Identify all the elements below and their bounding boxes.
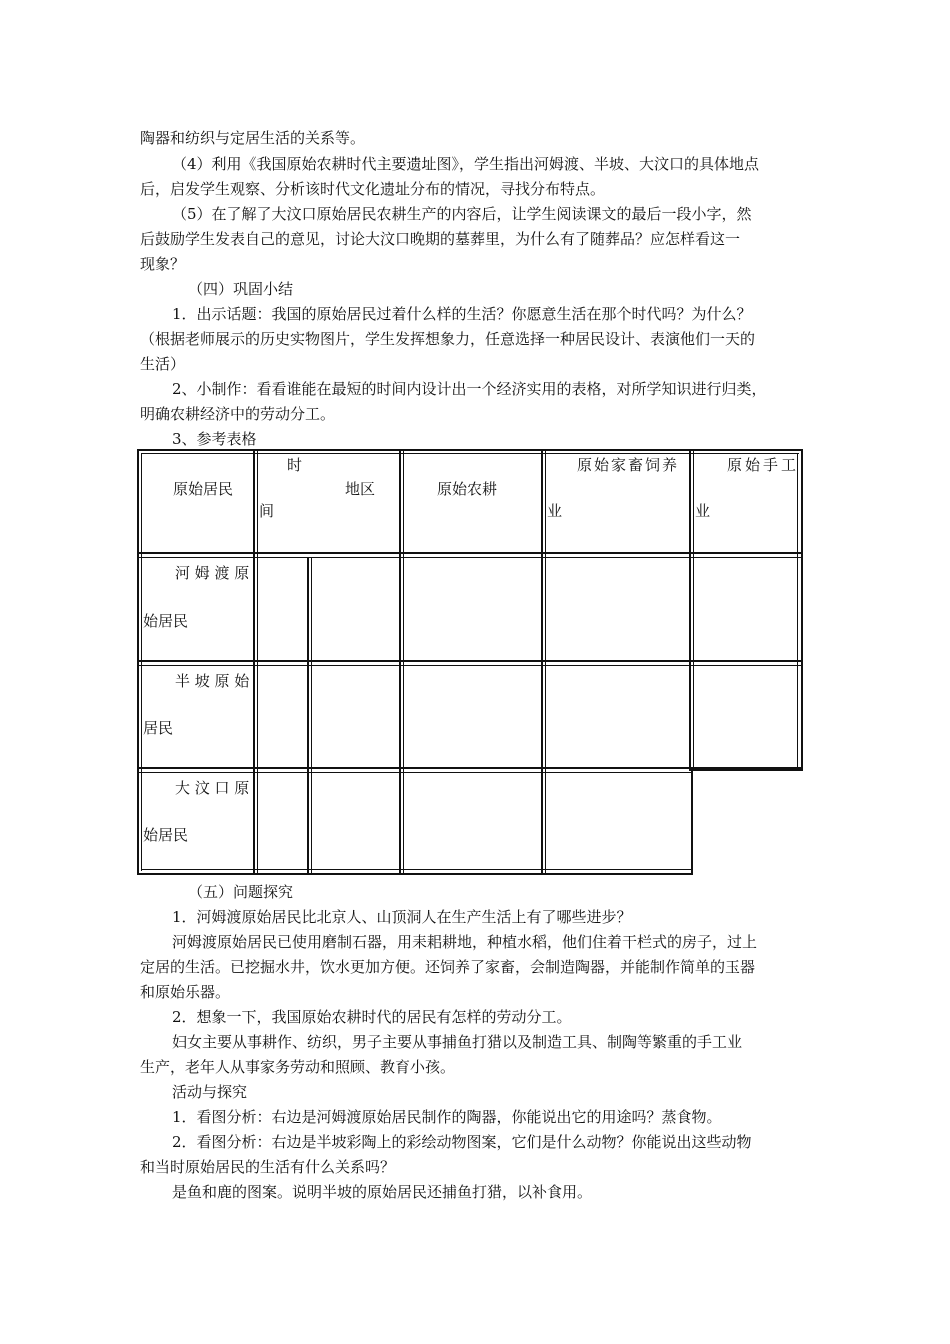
text-line: （根据老师展示的历史实物图片，学生发挥想象力，任意选择一种居民设计、表演他们一天的 [140, 330, 756, 348]
text-line: 和当时原始居民的生活有什么关系吗？ [140, 1158, 396, 1176]
text-line: 1．河姆渡原始居民比北京人、山顶洞人在生产生活上有了哪些进步？ [172, 908, 632, 926]
table-border [137, 449, 139, 875]
text-line: 3、参考表格 [172, 430, 257, 448]
col-divider [311, 557, 312, 875]
row-label: 始居民 [143, 826, 189, 844]
row-divider [137, 772, 693, 773]
text-line: 后鼓励学生发表自己的意见，讨论大汶口晚期的墓葬里，为什么有了随葬品？应怎样看这一 [140, 230, 741, 248]
reference-table [137, 449, 803, 875]
table-border [801, 449, 803, 771]
table-border [141, 453, 799, 454]
col-divider [403, 449, 404, 875]
row-divider [137, 660, 803, 662]
header-time-bottom: 间 [259, 502, 275, 520]
header-livestock-top: 原始家畜饲养 [577, 456, 680, 474]
row-label: 大 汶 口 原 [175, 779, 250, 797]
row-divider [137, 665, 803, 666]
section-heading: （五）问题探究 [188, 883, 294, 901]
row-label: 始居民 [143, 612, 189, 630]
col-divider [689, 449, 691, 771]
header-handicraft-bottom: 业 [695, 502, 711, 520]
text-line: 1．看图分析：右边是河姆渡原始居民制作的陶器，你能说出它的用途吗？蒸食物。 [172, 1108, 722, 1126]
header-handicraft-top: 原始手工 [727, 456, 800, 474]
text-line: 1．出示话题：我国的原始居民过着什么样的生活？你愿意生活在那个时代吗？为什么？ [172, 305, 752, 323]
col-divider [541, 449, 543, 875]
section-heading: （四）巩固小结 [188, 280, 294, 298]
header-region: 地区 [345, 480, 376, 498]
text-line: 生活） [140, 355, 186, 373]
text-line: 定居的生活。已挖掘水井，饮水更加方便。还饲养了家畜，会制造陶器，并能制作简单的玉器 [140, 958, 756, 976]
col-divider [545, 449, 546, 875]
text-line: 后，启发学生观察、分析该时代文化遗址分布的情况，寻找分布特点。 [140, 180, 606, 198]
text-line: 现象？ [140, 255, 186, 273]
text-line: 生产，老年人从事家务劳动和照顾、教育小孩。 [140, 1058, 456, 1076]
col-divider [693, 449, 694, 771]
text-line: 妇女主要从事耕作、纺织，男子主要从事捕鱼打猎以及制造工具、制陶等繁重的手工业 [172, 1033, 743, 1051]
row-divider [137, 552, 803, 554]
table-border [691, 769, 693, 875]
text-line: （4）利用《我国原始农耕时代主要遗址图》，学生指出河姆渡、半坡、大汶口的具体地点 [172, 155, 760, 173]
header-agriculture: 原始农耕 [437, 480, 498, 498]
row-divider [137, 767, 803, 769]
text-line: 河姆渡原始居民已使用磨制石器，用耒耜耕地，种植水稻，他们住着干栏式的房子，过上 [172, 933, 758, 951]
text-line: 2．看图分析：右边是半坡彩陶上的彩绘动物图案，它们是什么动物？你能说出这些动物 [172, 1133, 752, 1151]
row-label: 半 坡 原 始 [175, 672, 250, 690]
col-divider [307, 557, 309, 875]
row-label: 居民 [143, 719, 174, 737]
col-divider [253, 449, 255, 875]
table-border [137, 873, 693, 875]
table-border [141, 869, 693, 870]
table-border [691, 769, 803, 771]
text-line: （5）在了解了大汶口原始居民农耕生产的内容后，让学生阅读课文的最后一段小字，然 [172, 205, 752, 223]
table-border [141, 453, 142, 871]
row-divider [137, 557, 803, 558]
header-time-top: 时 [287, 456, 303, 474]
col-divider [399, 449, 401, 875]
text-line: 陶器和纺织与定居生活的关系等。 [140, 129, 366, 147]
col-divider [257, 449, 258, 875]
header-livestock-bottom: 业 [547, 502, 563, 520]
row-label: 河 姆 渡 原 [175, 564, 250, 582]
text-line: 是鱼和鹿的图案。说明半坡的原始居民还捕鱼打猎，以补食用。 [172, 1183, 593, 1201]
text-line: 明确农耕经济中的劳动分工。 [140, 405, 336, 423]
text-line: 2．想象一下，我国原始农耕时代的居民有怎样的劳动分工。 [172, 1008, 572, 1026]
text-line: 2、小制作：看看谁能在最短的时间内设计出一个经济实用的表格，对所学知识进行归类， [172, 380, 767, 398]
text-line: 活动与探究 [172, 1083, 248, 1101]
header-resident: 原始居民 [173, 480, 234, 498]
table-border [137, 449, 803, 451]
table-border [797, 453, 798, 771]
text-line: 和原始乐器。 [140, 983, 231, 1001]
